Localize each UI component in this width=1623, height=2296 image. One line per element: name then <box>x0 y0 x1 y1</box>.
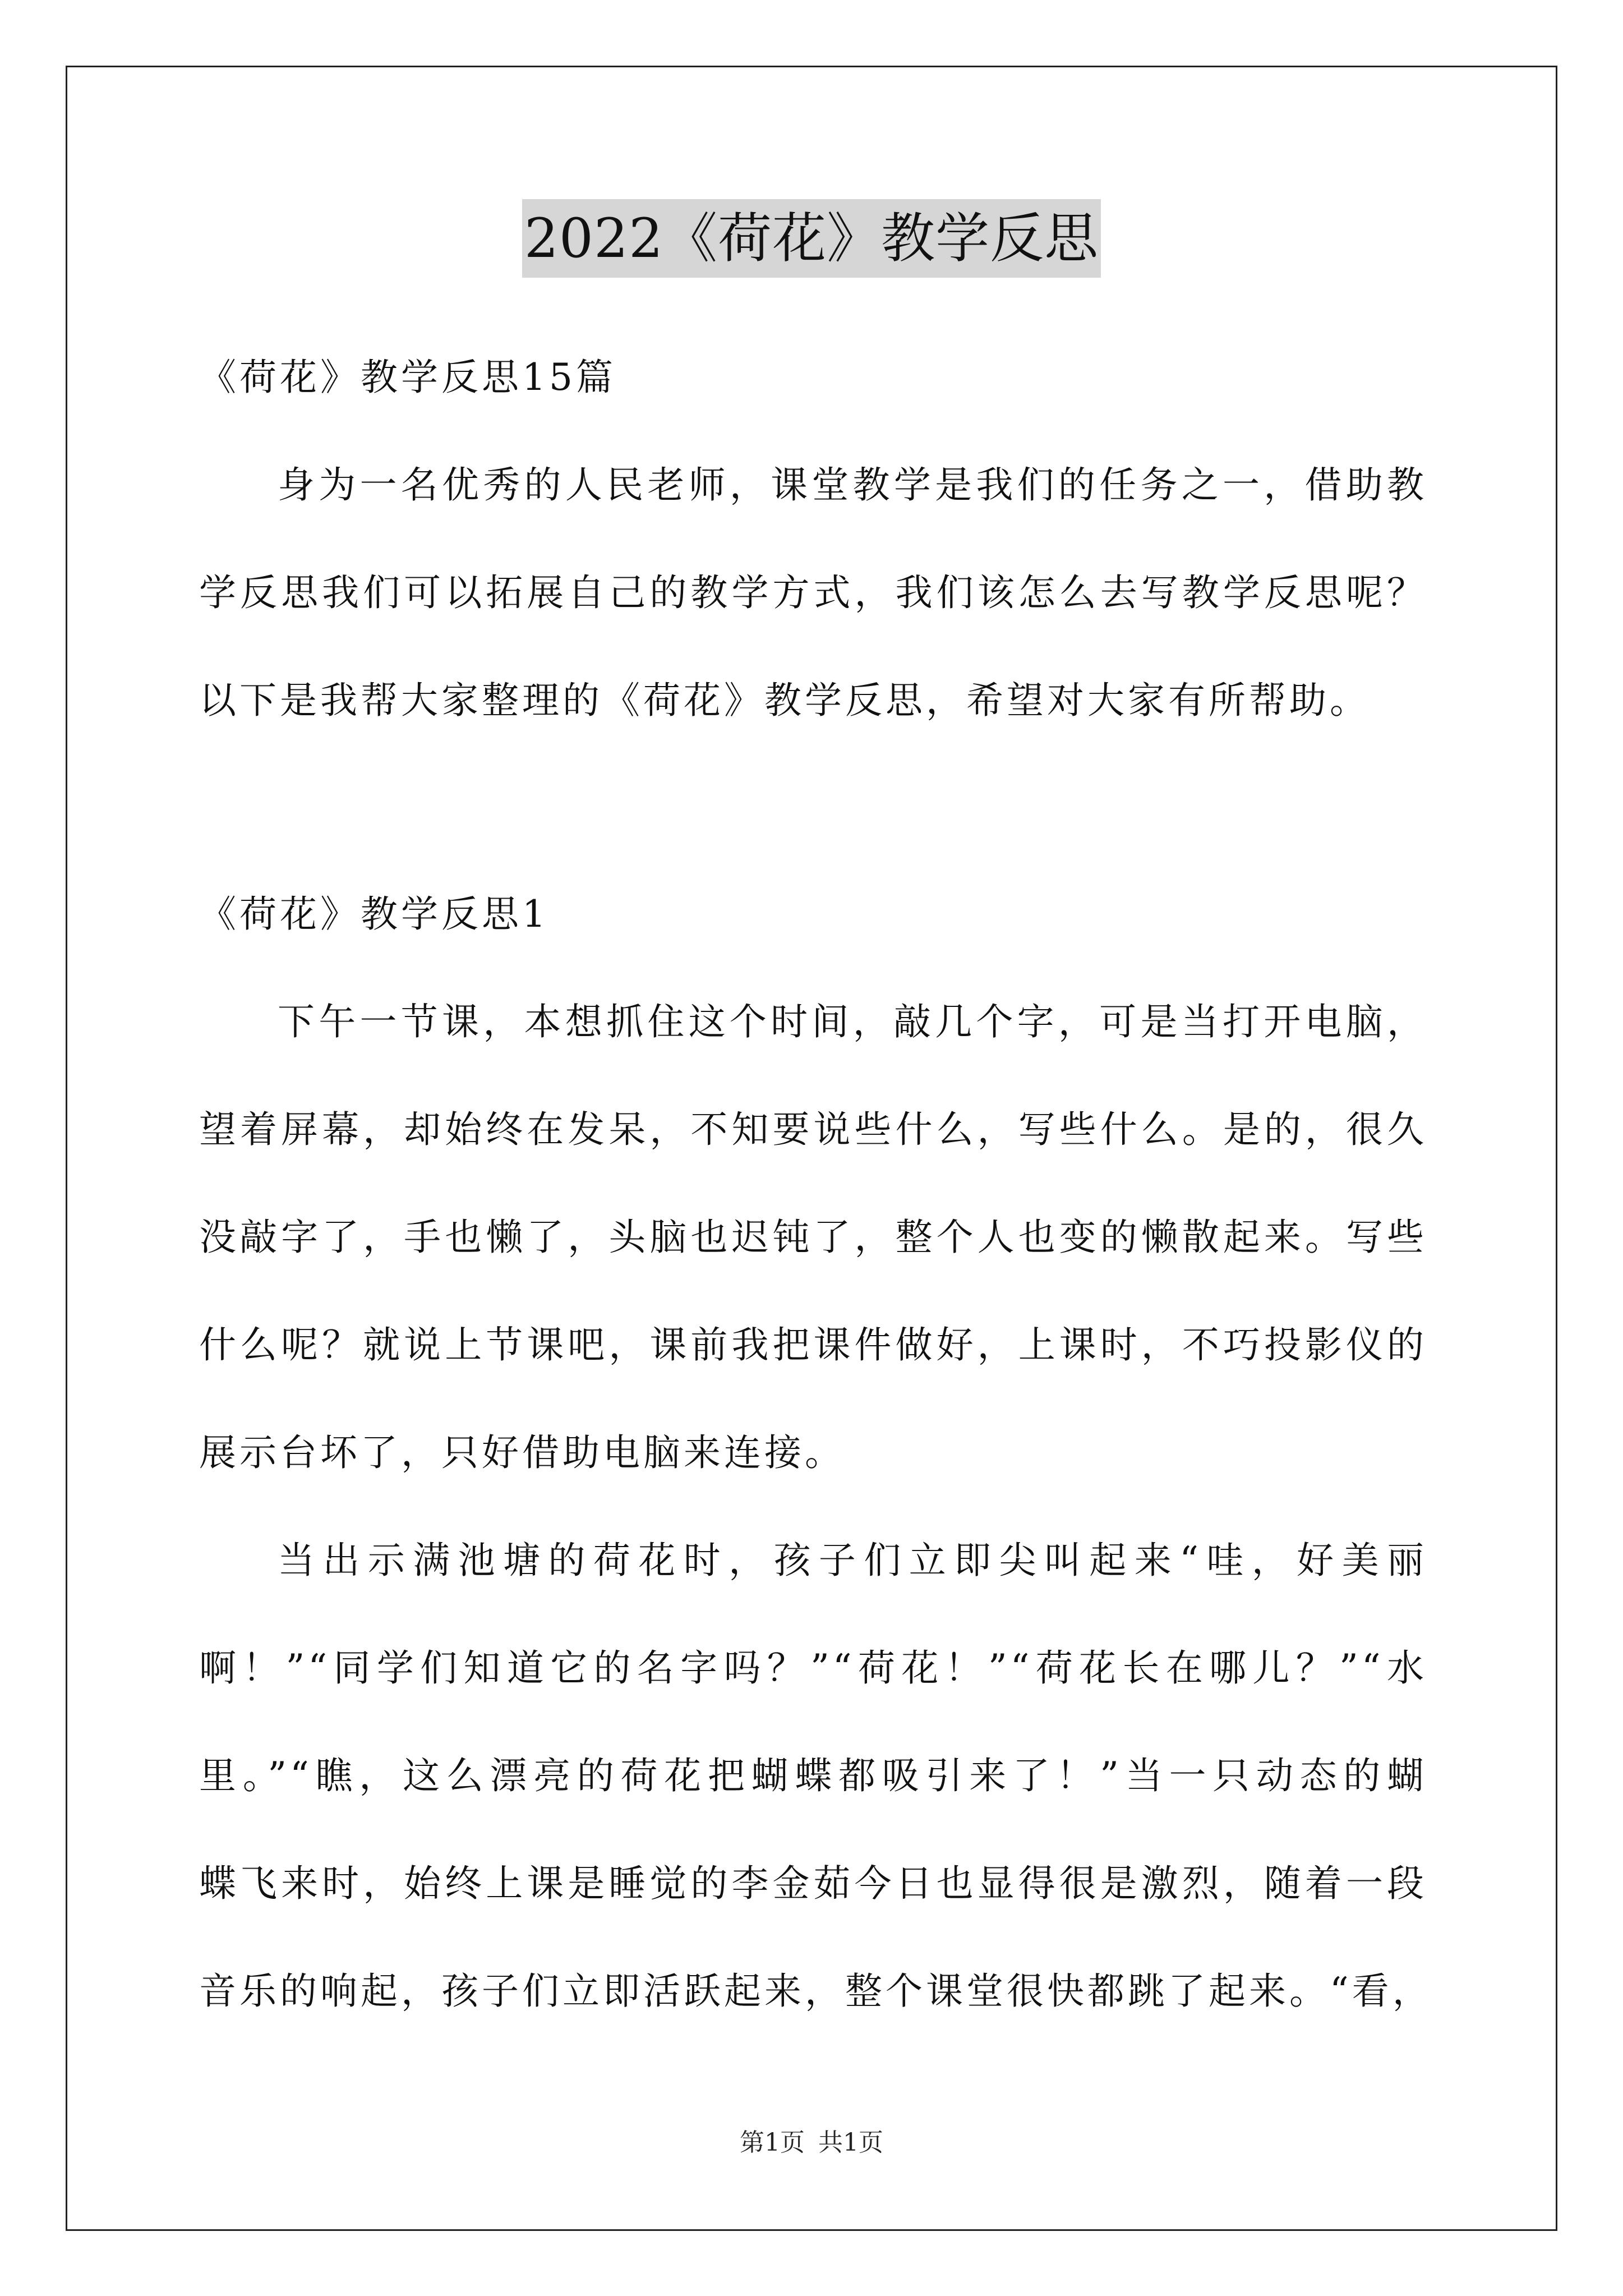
para1-line-3: 没敲字了，手也懒了，头脑也迟钝了，整个人也变的懒散起来。写些 <box>199 1216 1427 1259</box>
section-heading: 《荷花》教学反思1 <box>199 892 549 936</box>
para1-line-4: 什么呢？就说上节课吧，课前我把课件做好，上课时，不巧投影仪的 <box>199 1323 1427 1366</box>
para1-line-1: 下午一节课，本想抓住这个时间，敲几个字，可是当打开电脑， <box>278 1000 1427 1043</box>
para2-line-1: 当出示满池塘的荷花时，孩子们立即尖叫起来“哇，好美丽 <box>278 1539 1427 1582</box>
title-container <box>0 199 1623 278</box>
intro-line-1: 身为一名优秀的人民老师，课堂教学是我们的任务之一，借助教 <box>278 463 1427 507</box>
document-title: 2022《荷花》教学反思 <box>522 199 1101 278</box>
para1-line-5: 展示台坏了，只好借助电脑来连接。 <box>199 1431 845 1474</box>
page-footer: 第1页 共1页 <box>740 2128 883 2157</box>
para2-line-4: 蝶飞来时，始终上课是睡觉的李金茹今日也显得很是激烈，随着一段 <box>199 1862 1427 1905</box>
document-subtitle: 《荷花》教学反思15篇 <box>199 356 616 399</box>
intro-line-2: 学反思我们可以拓展自己的教学方式，我们该怎么去写教学反思呢？ <box>199 571 1427 614</box>
intro-line-3: 以下是我帮大家整理的《荷花》教学反思，希望对大家有所帮助。 <box>199 679 1370 722</box>
para2-line-5: 音乐的响起，孩子们立即活跃起来，整个课堂很快都跳了起来。“看， <box>199 1970 1433 2013</box>
para2-line-2: 啊！”“同学们知道它的名字吗？”“荷花！”“荷花长在哪儿？”“水 <box>199 1646 1427 1690</box>
para1-line-2: 望着屏幕，却始终在发呆，不知要说些什么，写些什么。是的，很久 <box>199 1108 1427 1151</box>
para2-line-3: 里。”“瞧，这么漂亮的荷花把蝴蝶都吸引来了！”当一只动态的蝴 <box>199 1754 1427 1797</box>
